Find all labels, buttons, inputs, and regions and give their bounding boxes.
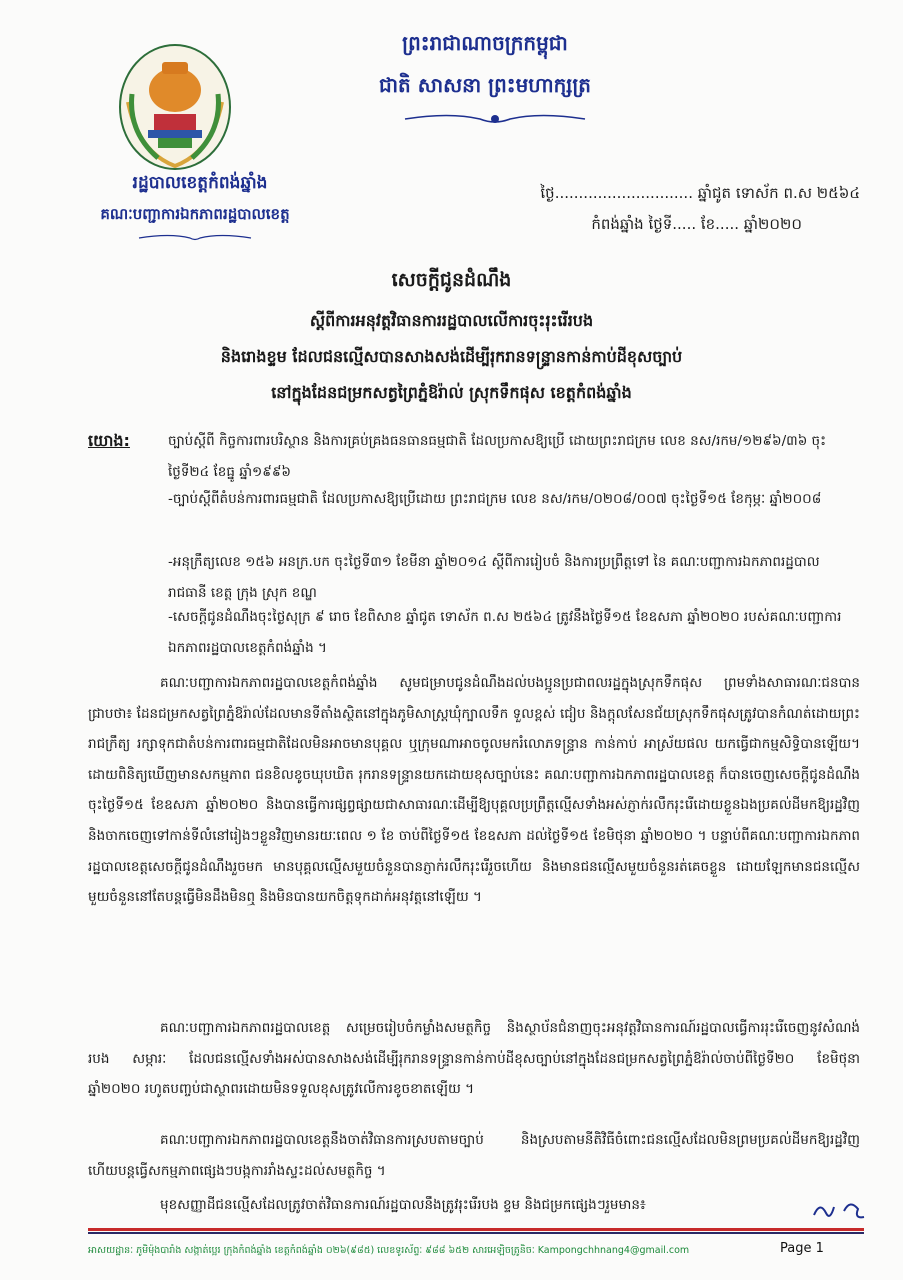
footer-divider-dark (88, 1232, 864, 1234)
notice-title: សេចក្តីជូនដំណឹង (391, 269, 512, 291)
footer-divider-red (88, 1228, 864, 1231)
nation-motto: ជាតិ សាសនា ព្រះមហាក្សត្រ (379, 73, 591, 97)
ornament-divider-icon (400, 110, 590, 128)
unified-command-committee-label: គណៈបញ្ជាការឯកភាពរដ្ឋបាលខេត្ត (100, 205, 290, 223)
solar-date-line: កំពង់ឆ្នាំង ថ្ងៃទី..... ខែ..... ឆ្នាំ២០២០ (591, 215, 802, 233)
kingdom-heading: ព្រះរាជាណាចក្រកម្ពុជា (402, 31, 568, 55)
body-paragraph: មុខសញ្ញាដីជនល្មើសដែលត្រូវចាត់វិធានការណ៍រដ្ឋបាលនឹងត្រូវរុះរើរបង ខ្ទម និងជម្រកផ្សេងៗរួមមាន៖ (160, 1197, 646, 1213)
reference-item: ច្បាប់ស្តីពី កិច្ចការពារបរិស្ថាន និងការគ្រប់គ្រងធនធានធម្មជាតិ ដែលប្រកាសឱ្យប្រើ ដោយព្រះរាជក្រម លេខ នស/រកម/១២៩៦/៣៦ ចុះថ្ងៃទី២៤ ខែធ្នូ ឆ្នាំ១៩៩៦ (168, 433, 827, 480)
footer-address: អាសយដ្ឋានៈ ភូមិម៉ុងបារាំង សង្កាត់ប្អេរ ក្រុងកំពង់ឆ្នាំង ខេត្តកំពង់ឆ្នាំង ០២៦(៩៨៥) លេខទូរស័ព្ទៈ ៩៨៨ ៦៥២ សារអេឡិចត្រូនិចៈ Kampongchhnang4@gmail.com (88, 1245, 690, 1256)
lunar-date-line: ថ្ងៃ............................. ឆ្នាំជូត ទោស័ក ព.ស ២៥៦៤ (540, 184, 860, 202)
page-number: Page 1 (780, 1241, 824, 1256)
handwritten-initials-icon (810, 1195, 870, 1225)
province-emblem-logo (118, 42, 233, 172)
body-paragraph: គណៈបញ្ជាការឯកភាពរដ្ឋបាលខេត្តកំពង់ឆ្នាំង សូមជម្រាបជូនដំណឹងដល់បងប្អូនប្រជាពលរដ្ឋក្នុងស្រុកទឹកផុស ព្រមទាំងសាធារណៈជនបានជ្រាបថា៖ ដែនជម្រកសត្វព្រៃភ្នំឱរ៉ាល់ដែលមានទីតាំងស្ថិតនៅក្នុងភូមិសាស្ត្រឃុំក្បាលទឹក ទួលខ្ពស់ ជៀប និងក្តុលសែនជ័យស្រុកទឹកផុសត្រូវបានកំណត់ដោយព្រះរាជក្រឹត្យ រក្សាទុកជាតំបន់ការពារធម្មជាតិដែលមិនអាចមានបុគ្គល ឬក្រុមណាអាចចូលមករំលោភទន្ទ្រាន កាន់កាប់ អាស្រ័យផល យកធ្វើជាកម្មសិទ្ធិបានឡើយ។ ដោយពិនិត្យឃើញមានសកម្មភាព ជនខិលខូចឃុបឃិត រុករានទន្ទ្រានយកដោយខុសច្បាប់នេះ គណៈបញ្ជាការឯកភាពរដ្ឋបាលខេត្ត ក៏បានចេញសេចក្តីជូនដំណឹងចុះថ្ងៃទី១៥ ខែឧសភា ឆ្នាំ២០២០ និងបានធ្វើការផ្សព្វផ្សាយជាសាធារណៈដើម្បីឱ្យបុគ្គលប្រព្រឹត្តល្មើសទាំងអស់ភ្ញាក់រលឹករុះរើដោយខ្លួនឯងប្រគល់ដីមកឱ្យរដ្ឋវិញ និងចាកចេញទៅកាន់ទីលំនៅរៀងៗខ្លួនវិញមានរយៈពេល ១ ខែ ចាប់ពីថ្ងៃទី១៥ ខែឧសភា ដល់ថ្ងៃទី១៥ ខែមិថុនា ឆ្នាំ២០២០ ។ បន្ទាប់ពីគណៈបញ្ជាការឯកភាពរដ្ឋបាលខេត្តសេចក្តីជូនដំណឹងរួចមក មានបុគ្គលល្មើសមួយចំនួនបានភ្ញាក់រលឹករុះរើរួចហើយ និងមានជនល្មើសមួយចំនួនរត់គេចខ្លួន ដោយឡែកមានជនល្មើសមួយចំនួននៅតែបន្តធ្វើមិនដឹងមិនឮ និងមិនបានយកចិត្តទុកដាក់អនុវត្តនៅឡើយ ។ (88, 675, 860, 906)
subject-line: និងរោងខ្ទម ដែលជនល្មើសបានសាងសង់ដើម្បីរុករានទន្ទ្រានកាន់កាប់ដីខុសច្បាប់ (220, 347, 683, 366)
subject-line: ស្តីពីការអនុវត្តវិធានការរដ្ឋបាលលើការចុះរុះរើរបង (309, 311, 594, 330)
body-paragraph: គណៈបញ្ជាការឯកភាពរដ្ឋបាលខេត្តនឹងចាត់វិធានការស្របតាមច្បាប់ និងស្របតាមនីតិវិធីចំពោះជនល្មើសដែលមិនព្រមប្រគល់ដីមកឱ្យរដ្ឋវិញ ហើយបន្តធ្វើសកម្មភាពផ្សេងៗបង្កការរាំងស្ទះដល់សមត្ថកិច្ច ។ (88, 1132, 860, 1179)
small-ornament-icon (135, 229, 255, 241)
references-label: យោង: (88, 431, 130, 450)
reference-item: -អនុក្រឹត្យលេខ ១៥៦ អនក្រ.បក ចុះថ្ងៃទី៣១ ខែមីនា ឆ្នាំ២០១៤ ស្តីពីការរៀបចំ និងការប្រព្រឹត្តទៅ នៃ គណៈបញ្ជាការឯកភាពរដ្ឋបាលរាជធានី ខេត្ត ក្រុង ស្រុក ខណ្ឌ (168, 554, 820, 601)
reference-item: -ច្បាប់ស្តីពីតំបន់ការពារធម្មជាតិ ដែលប្រកាសឱ្យប្រើដោយ ព្រះរាជក្រម លេខ នស/រកម/០២០៨/០០៧ ចុះថ្ងៃទី១៥ ខែកុម្ភៈ ឆ្នាំ២០០៨ (168, 491, 822, 507)
provincial-administration-label: រដ្ឋបាលខេត្តកំពង់ឆ្នាំង (132, 173, 268, 193)
subject-line: នៅក្នុងដែនជម្រកសត្វព្រៃភ្នំឱរ៉ាល់ ស្រុកទឹកផុស ខេត្តកំពង់ឆ្នាំង (271, 383, 632, 402)
body-paragraph: គណៈបញ្ជាការឯកភាពរដ្ឋបាលខេត្ត សម្រេចរៀបចំកម្លាំងសមត្ថកិច្ច និងស្ថាប័នជំនាញចុះអនុវត្តវិធានការណ៍រដ្ឋបាលធ្វើការរុះរើចេញនូវសំណង់ របង សម្ភារៈ ដែលជនល្មើសទាំងអស់បានសាងសង់ដើម្បីរុករានទន្ទ្រានកាន់កាប់ដីខុសច្បាប់នៅក្នុងដែនជម្រកសត្វព្រៃភ្នំឱរ៉ាល់ចាប់ពីថ្ងៃទី២០ ខែមិថុនា ឆ្នាំ២០២០ រហូតបញ្ចប់ជាស្ថាពរដោយមិនទទួលខុសត្រូវលើការខូចខាតឡើយ ។ (88, 1020, 860, 1098)
reference-item: -សេចក្តីជូនដំណឹងចុះថ្ងៃសុក្រ ៩ រោច ខែពិសាខ ឆ្នាំជូត ទោស័ក ព.ស ២៥៦៤ ត្រូវនឹងថ្ងៃទី១៥ ខែឧសភា ឆ្នាំ២០២០ របស់គណៈបញ្ជាការឯកភាពរដ្ឋបាលខេត្តកំពង់ឆ្នាំង ។ (168, 609, 842, 656)
